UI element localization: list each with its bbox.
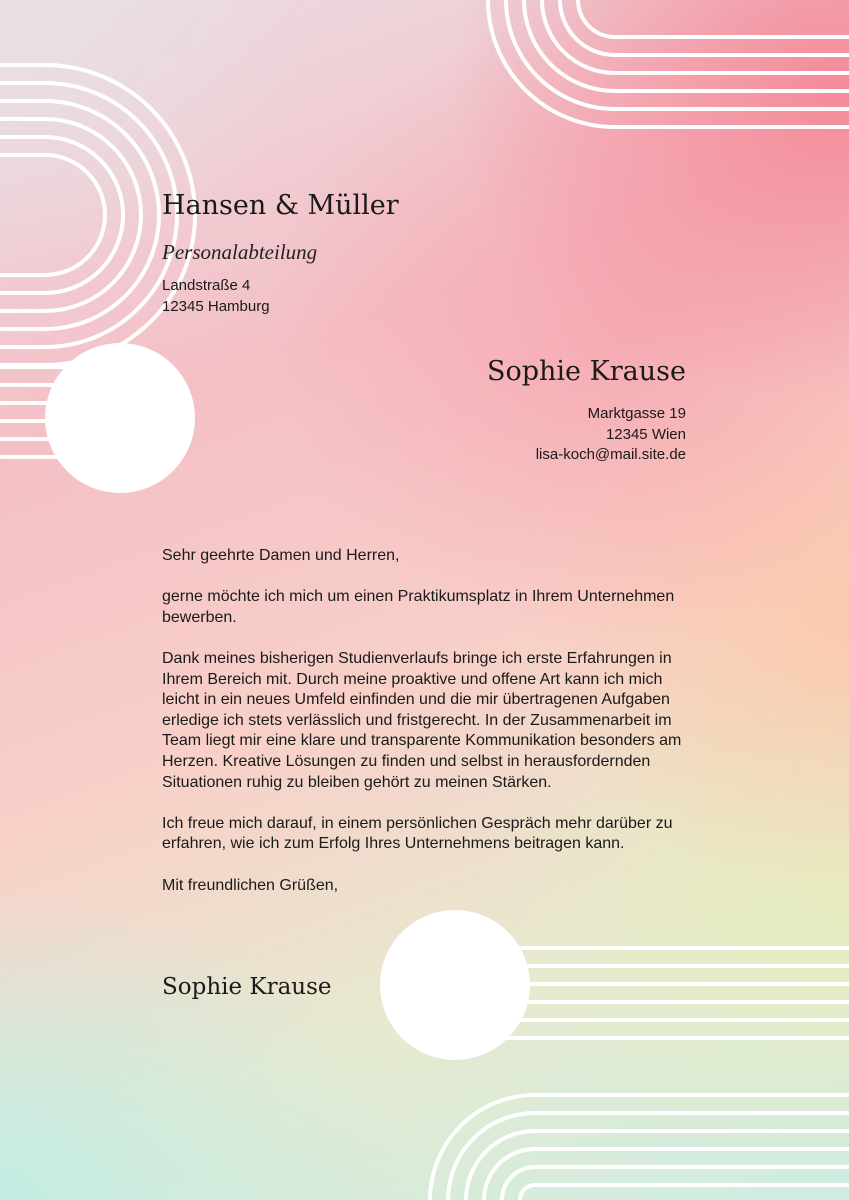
left-circle-shape [45,343,195,493]
bottom-circle-shape [380,910,530,1060]
top-right-arch-lines [488,0,849,127]
body-paragraph: Dank meines bisherigen Studienverlaufs bringe ich erste Erfahrungen in Ihrem Bereich mit. Durch meine proaktive und offene Art kann ich mich leicht in ein neues Umfeld einfinden und die mir übertragenen Aufgaben erledige ich stets verlässlich und fristgerecht. In der Zusammenarbeit im Team liegt mir eine klare und transparente Kommunikation besonders am Herzen. Kreative Lösungen zu finden und selbst in herausfordernden Situationen ruhig zu bleiben gehört zu meinen Stärken. [162,649,682,791]
bottom-right-arch-lines [430,1095,849,1200]
recipient-address [162,275,270,317]
recipient-street: Landstraße 4 [162,277,251,294]
sender-city: 12345 Wien [605,425,686,443]
sender-name: Sophie Krause [486,356,686,387]
salutation: Sehr geehrte Damen und Herren, [162,547,400,564]
sender-street: Marktgasse 19 [587,405,686,422]
recipient-department: Personalabteilung [162,240,318,264]
sender-email: lisa-koch@mail.site.de [535,446,686,463]
body-paragraph: Ich freue mich darauf, in einem persönlichen Gespräch mehr darüber zu erfahren, wie ich zum Erfolg Ihres Unternehmens beitragen kann. [162,814,673,853]
letter-body [162,546,692,917]
body-paragraph: gerne möchte ich mich um einen Praktikumsplatz in Ihrem Unternehmen bewerben. [162,588,675,626]
sender-address [536,404,686,466]
recipient-company: Hansen & Müller [162,190,399,221]
closing: Mit freundlichen Grüßen, [162,876,339,894]
signature-name: Sophie Krause [162,974,332,1000]
recipient-city: 12345 Hamburg [162,298,270,315]
